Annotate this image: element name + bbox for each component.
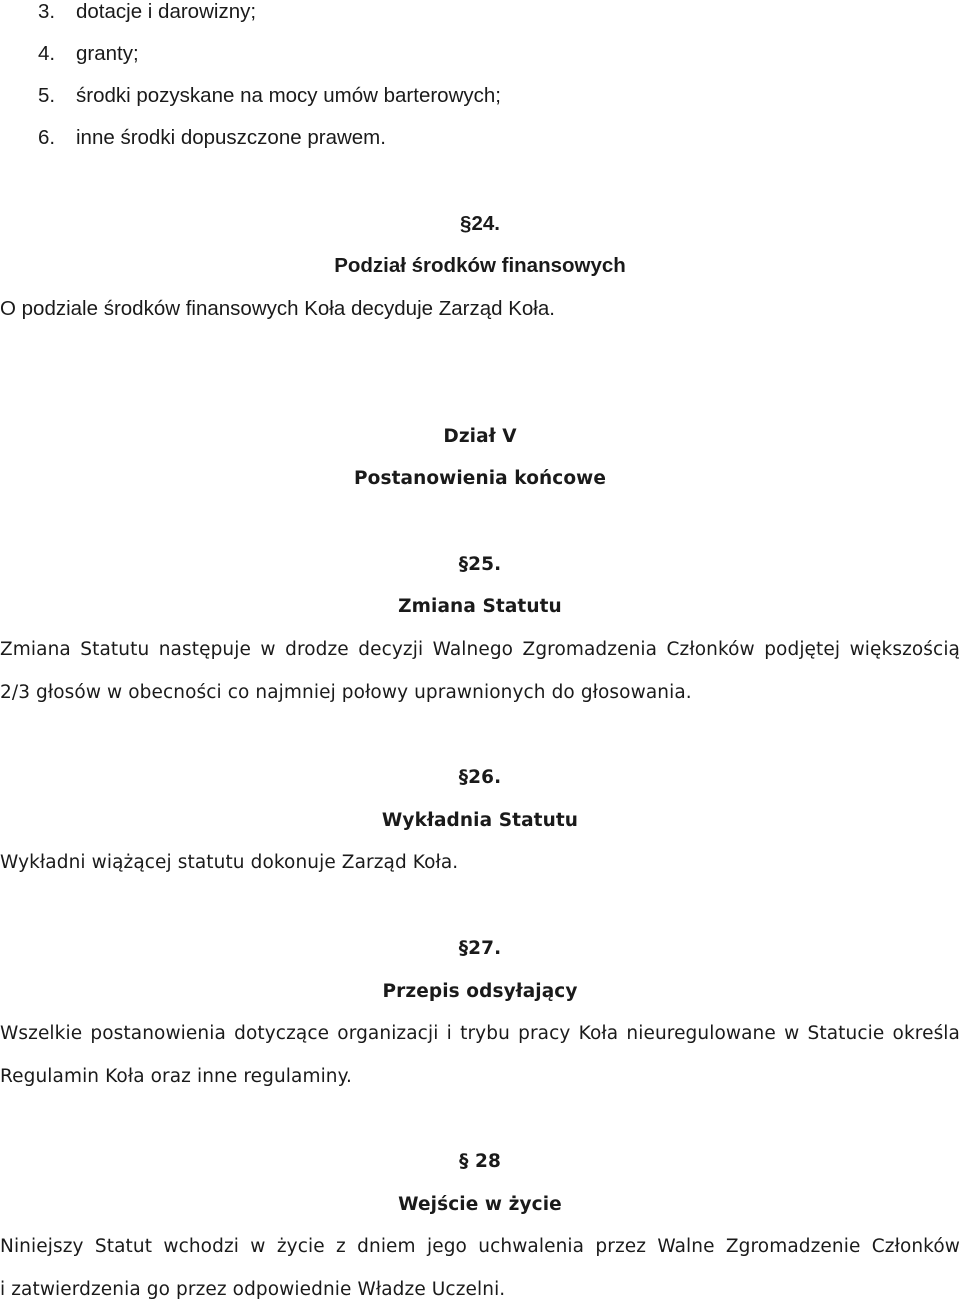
section-body-line: Wszelkie postanowienia dotyczące organizacji i trybu pracy Koła nieuregulowane w Statucie określa bbox=[0, 1023, 960, 1044]
section-body: Wykładni wiążącej statutu dokonuje Zarząd Koła. bbox=[0, 852, 459, 873]
list-item-text: inne środki dopuszczone prawem. bbox=[76, 126, 386, 149]
list-item-text: granty; bbox=[76, 42, 139, 65]
section-number: §26. bbox=[458, 767, 502, 788]
section-number: §25. bbox=[458, 554, 502, 575]
division-subtitle: Postanowienia końcowe bbox=[353, 468, 606, 489]
list-item-number: 4. bbox=[38, 42, 56, 65]
section-title: Przepis odsyłający bbox=[382, 981, 578, 1002]
list-item-number: 6. bbox=[38, 126, 56, 149]
list-item-text: dotacje i darowizny; bbox=[76, 0, 257, 23]
list-item-number: 3. bbox=[38, 0, 56, 23]
section-body-line: Regulamin Koła oraz inne regulaminy. bbox=[0, 1066, 353, 1087]
list-item-number: 5. bbox=[38, 84, 56, 107]
section-body-line: Zmiana Statutu następuje w drodze decyzji Walnego Zgromadzenia Członków podjętej większością bbox=[0, 639, 960, 660]
section-body-line: i zatwierdzenia go przez odpowiednie Władze Uczelni. bbox=[0, 1279, 506, 1300]
section-body: O podziale środków finansowych Koła decyduje Zarząd Koła. bbox=[0, 297, 555, 320]
section-body-line: 2/3 głosów w obecności co najmniej połowy uprawnionych do głosowania. bbox=[0, 682, 692, 703]
section-body-line: Niniejszy Statut wchodzi w życie z dniem jego uchwalenia przez Walne Zgromadzenie Członków bbox=[0, 1236, 960, 1257]
section-number: §24. bbox=[460, 212, 500, 235]
list-item-text: środki pozyskane na mocy umów barterowych; bbox=[76, 84, 501, 107]
section-title: Podział środków finansowych bbox=[334, 254, 626, 277]
section-title: Wejście w życie bbox=[398, 1194, 562, 1215]
division-title: Dział V bbox=[443, 426, 517, 447]
section-number: § 28 bbox=[459, 1151, 501, 1172]
section-title: Wykładnia Statutu bbox=[381, 810, 579, 831]
section-number: §27. bbox=[458, 938, 502, 959]
section-title: Zmiana Statutu bbox=[398, 596, 562, 617]
